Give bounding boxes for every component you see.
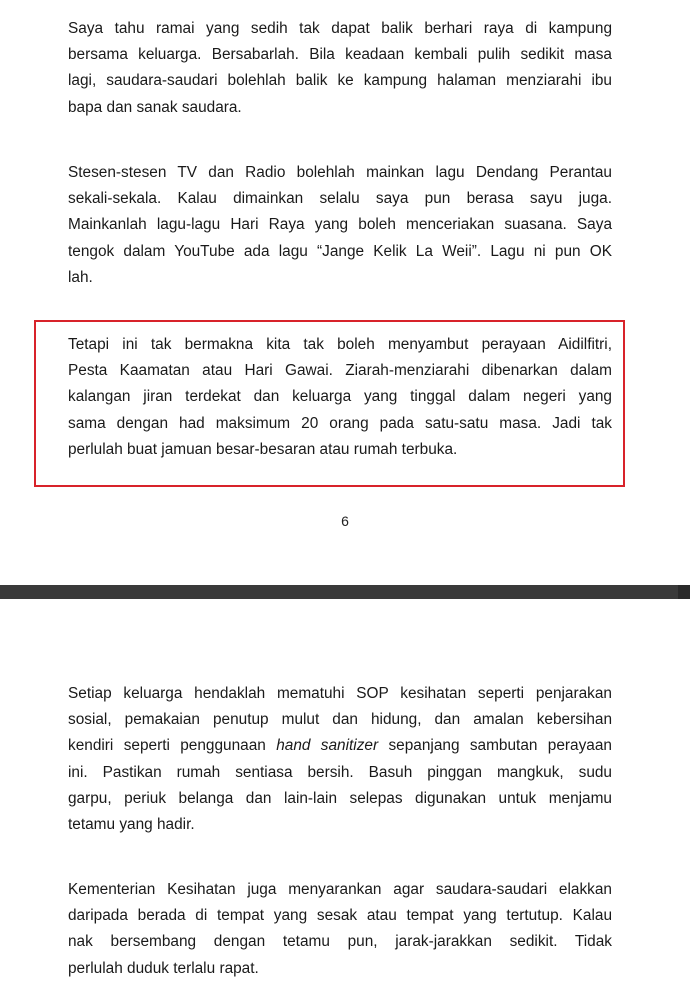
text-line: tetamu yang hadir. xyxy=(68,816,195,834)
paragraph-kementerian-kesihatan xyxy=(68,877,612,982)
text-line: Tetapi ini tak bermakna kita tak boleh menyambut perayaan Aidilfitri, xyxy=(68,336,612,353)
text-line: Kementerian Kesihatan juga menyarankan agar saudara-saudari elakkan xyxy=(68,881,612,898)
text-line: Stesen-stesen TV dan Radio bolehlah mainkan lagu Dendang Perantau xyxy=(68,164,612,181)
text-segment: kendiri seperti penggunaan xyxy=(68,737,277,755)
paragraph-sop-kesihatan xyxy=(68,681,612,838)
text-line: Pesta Kaamatan atau Hari Gawai. Ziarah-menziarahi dibenarkan dalam xyxy=(68,362,612,380)
paragraph-balik-kampung xyxy=(68,16,612,121)
page-number: 6 xyxy=(341,513,349,529)
text-line xyxy=(68,733,612,759)
page-separator-edge xyxy=(678,585,690,599)
text-line: Mainkanlah lagu-lagu Hari Raya yang boleh menceriakan suasana. Saya xyxy=(68,216,612,234)
text-line: garpu, periuk belanga dan lain-lain selepas digunakan untuk menjamu xyxy=(68,789,612,807)
text-line: daripada berada di tempat yang sesak atau tempat yang tertutup. Kalau xyxy=(68,907,612,925)
text-line: perlulah buat jamuan besar-besaran atau rumah terbuka. xyxy=(68,440,458,458)
italic-term-hand-sanitizer: hand sanitizer xyxy=(276,737,379,755)
text-line: Saya tahu ramai yang sedih tak dapat balik berhari raya di kampung xyxy=(68,20,612,37)
text-line: ini. Pastikan rumah sentiasa bersih. Basuh pinggan mangkuk, sudu xyxy=(68,763,612,781)
text-line: kalangan jiran terdekat dan keluarga yang tinggal dalam negeri yang xyxy=(68,388,612,406)
text-line: nak bersembang dengan tetamu pun, jarak-jarakkan sedikit. Tidak xyxy=(68,933,612,951)
text-line: sekali-sekala. Kalau dimainkan selalu saya pun berasa sayu juga. xyxy=(68,190,612,208)
text-line: perlulah duduk terlalu rapat. xyxy=(68,959,259,977)
page-separator xyxy=(0,585,690,599)
text-line: bersama keluarga. Bersabarlah. Bila keadaan kembali pulih sedikit masa xyxy=(68,46,612,64)
text-line: Setiap keluarga hendaklah mematuhi SOP kesihatan seperti penjarakan xyxy=(68,685,612,702)
text-segment: sepanjang sambutan perayaan xyxy=(378,737,612,755)
text-line: lagi, saudara-saudari bolehlah balik ke kampung halaman menziarahi ibu xyxy=(68,72,612,90)
paragraph-stesen-tv-radio xyxy=(68,160,612,291)
text-line: sama dengan had maksimum 20 orang pada satu-satu masa. Jadi tak xyxy=(68,414,612,432)
text-line: sosial, pemakaian penutup mulut dan hidung, dan amalan kebersihan xyxy=(68,711,612,729)
text-line: tengok dalam YouTube ada lagu “Jange Kelik La Weii”. Lagu ni pun OK xyxy=(68,242,612,260)
paragraph-highlighted-ziarah xyxy=(68,332,612,463)
text-line: bapa dan sanak saudara. xyxy=(68,98,242,116)
text-line: lah. xyxy=(68,268,93,286)
